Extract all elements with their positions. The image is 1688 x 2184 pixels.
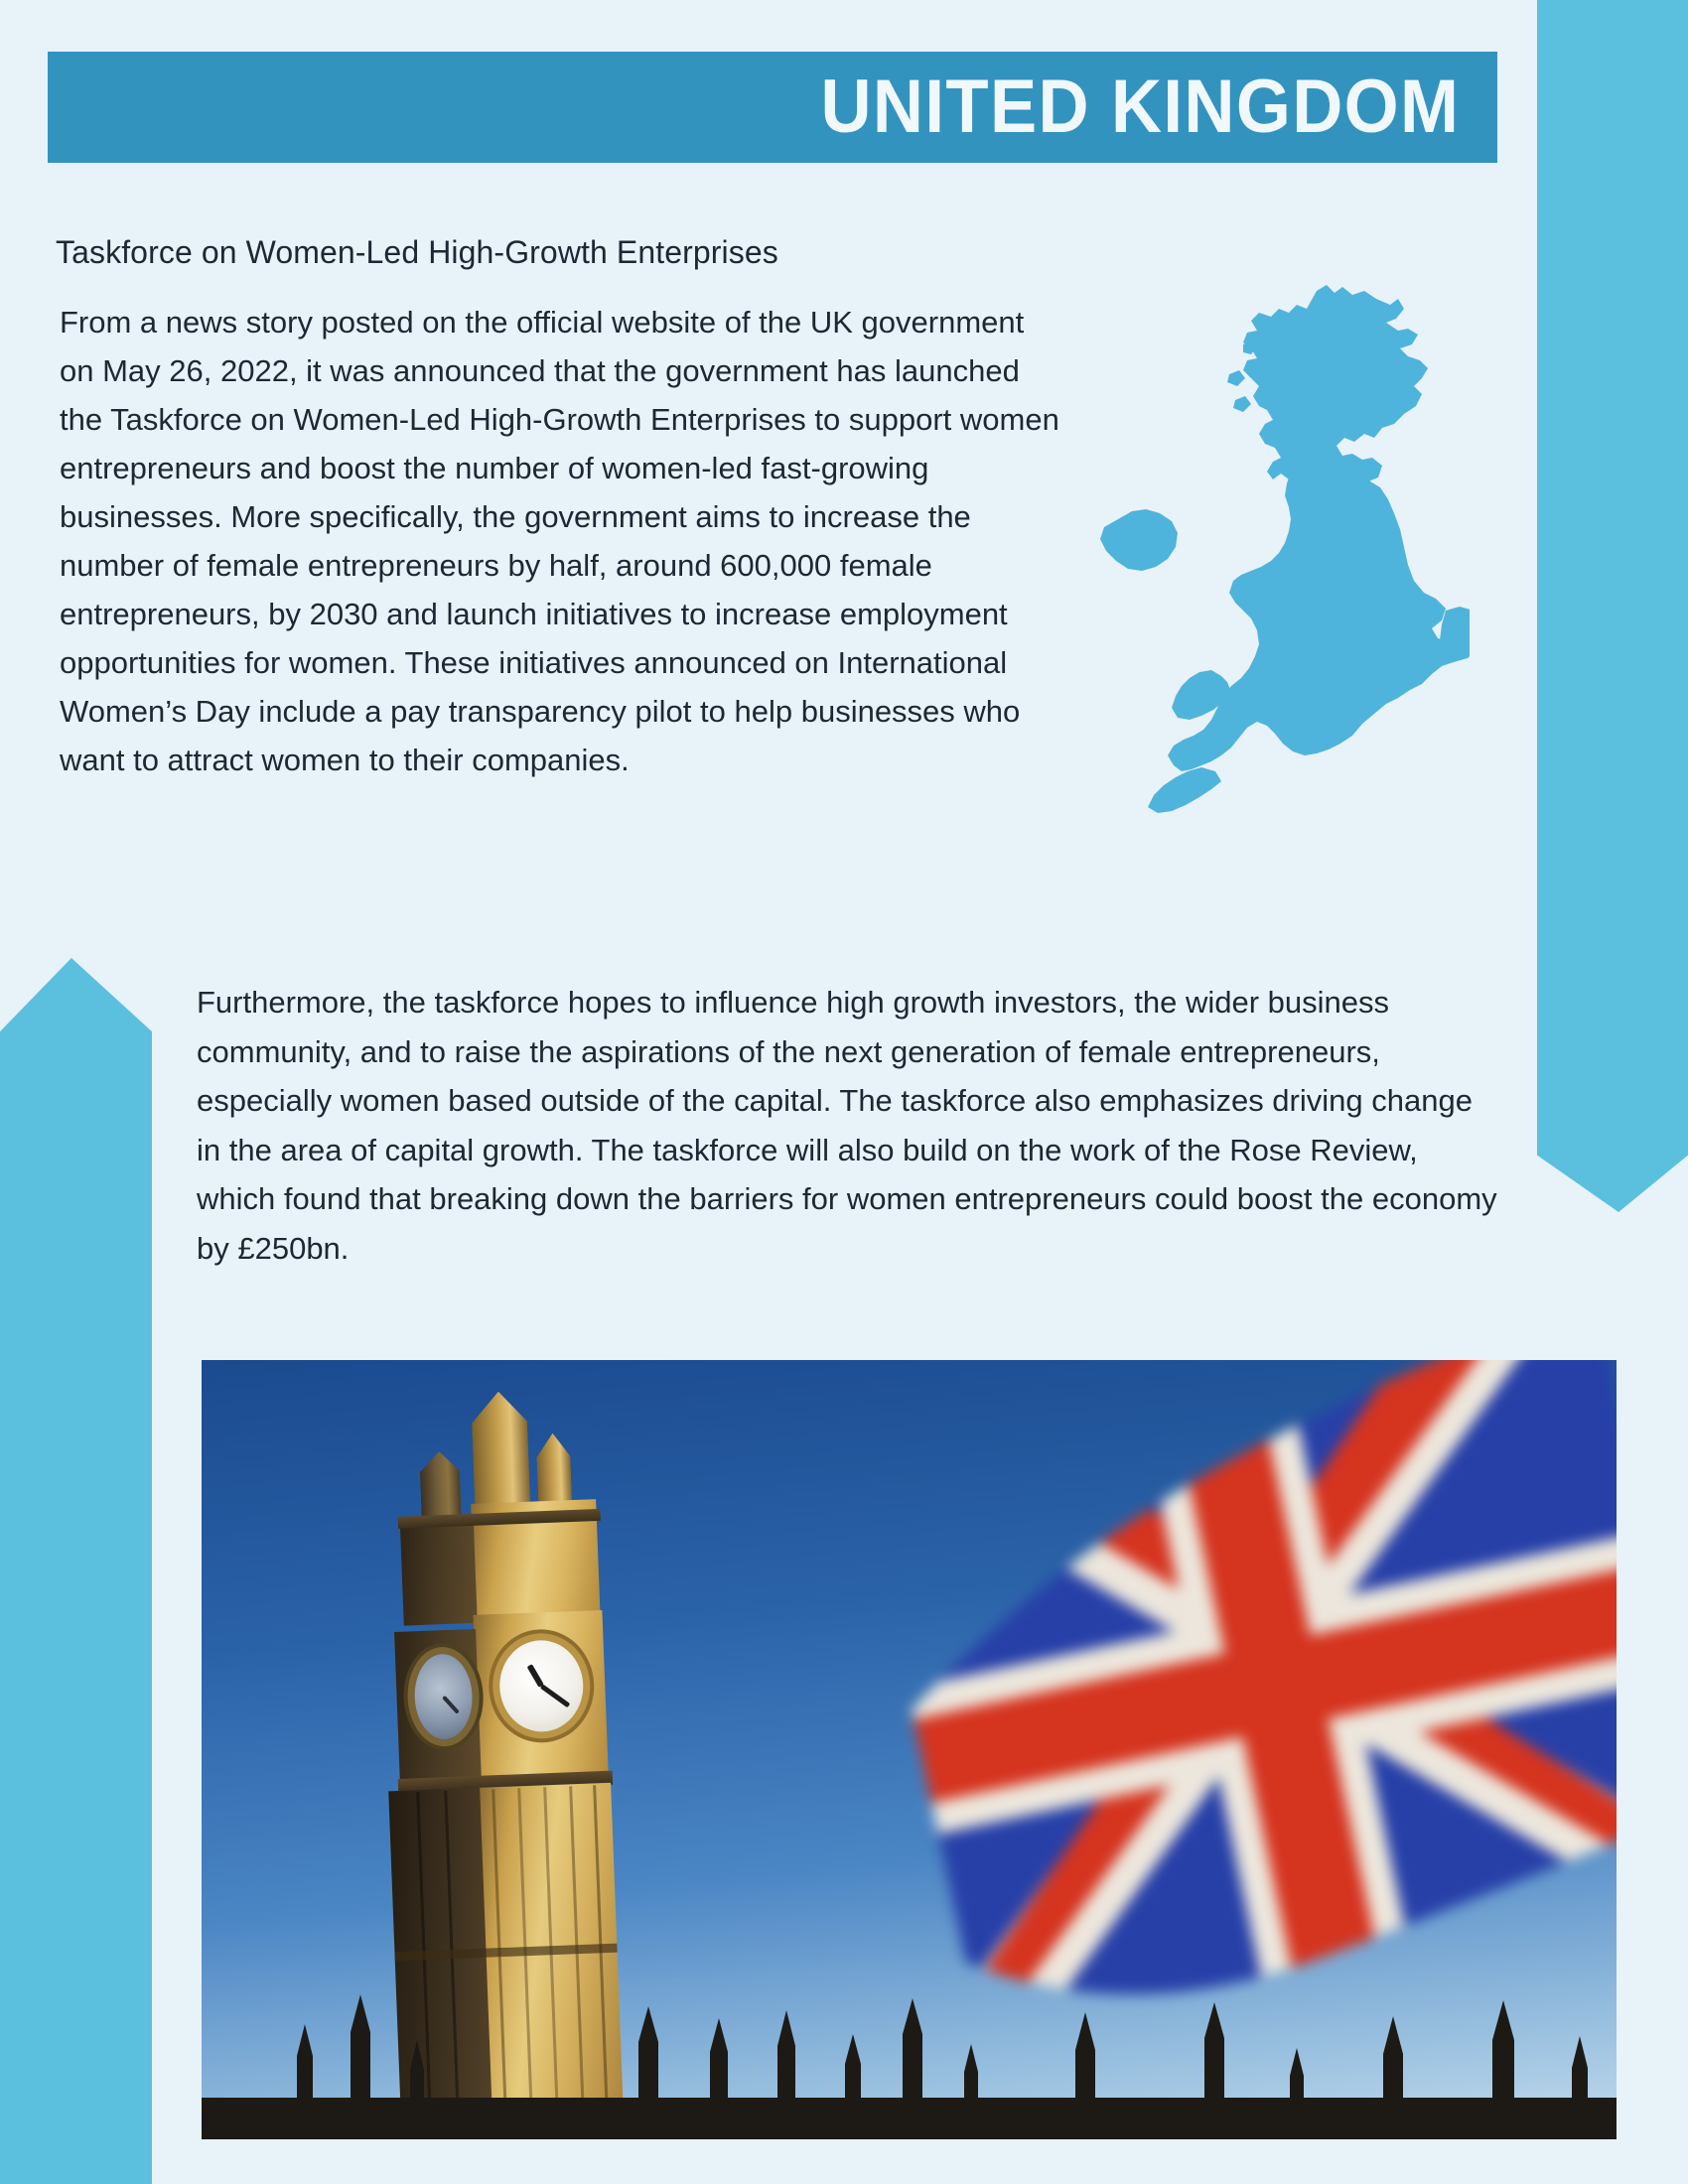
body-paragraph-two: Furthermore, the taskforce hopes to influence high growth investors, the wider business community, and to raise the aspirations of the next generation of female entrepreneurs, especially women based outside of the capital. The taskforce also emphasizes driving change in the area of capital growth. The taskforce will also build on the work of the Rose Review, which found that breaking down the barriers for women entrepreneurs could boost the economy by £250bn.	[197, 985, 1497, 1266]
parliament-silhouette	[202, 1980, 1617, 2139]
page-title: UNITED KINGDOM	[820, 65, 1460, 149]
right-arrow-band	[1537, 0, 1688, 1212]
header-banner	[48, 52, 1497, 163]
united-kingdom-map-icon	[1092, 283, 1470, 859]
section-subtitle: Taskforce on Women-Led High-Growth Enterprises	[56, 234, 778, 270]
body-paragraph-one: From a news story posted on the official website of the UK government on May 26, 2022, it was announced that the government has launched the Taskforce on Women-Led High-Growth Enterprises to support women entrepreneurs and boost the number of women-led fast-growing businesses. More specifically, the government aims to increase the number of female entrepreneurs by half, around 600,000 female entrepreneurs, by 2030 and launch initiatives to increase employment opportunities for women. These initiatives announced on International Women’s Day include a pay transparency pilot to help businesses who want to attract women to their companies.	[60, 305, 1059, 777]
photo-big-ben-union-jack	[202, 1360, 1617, 2139]
left-arrow-band	[0, 958, 152, 2184]
